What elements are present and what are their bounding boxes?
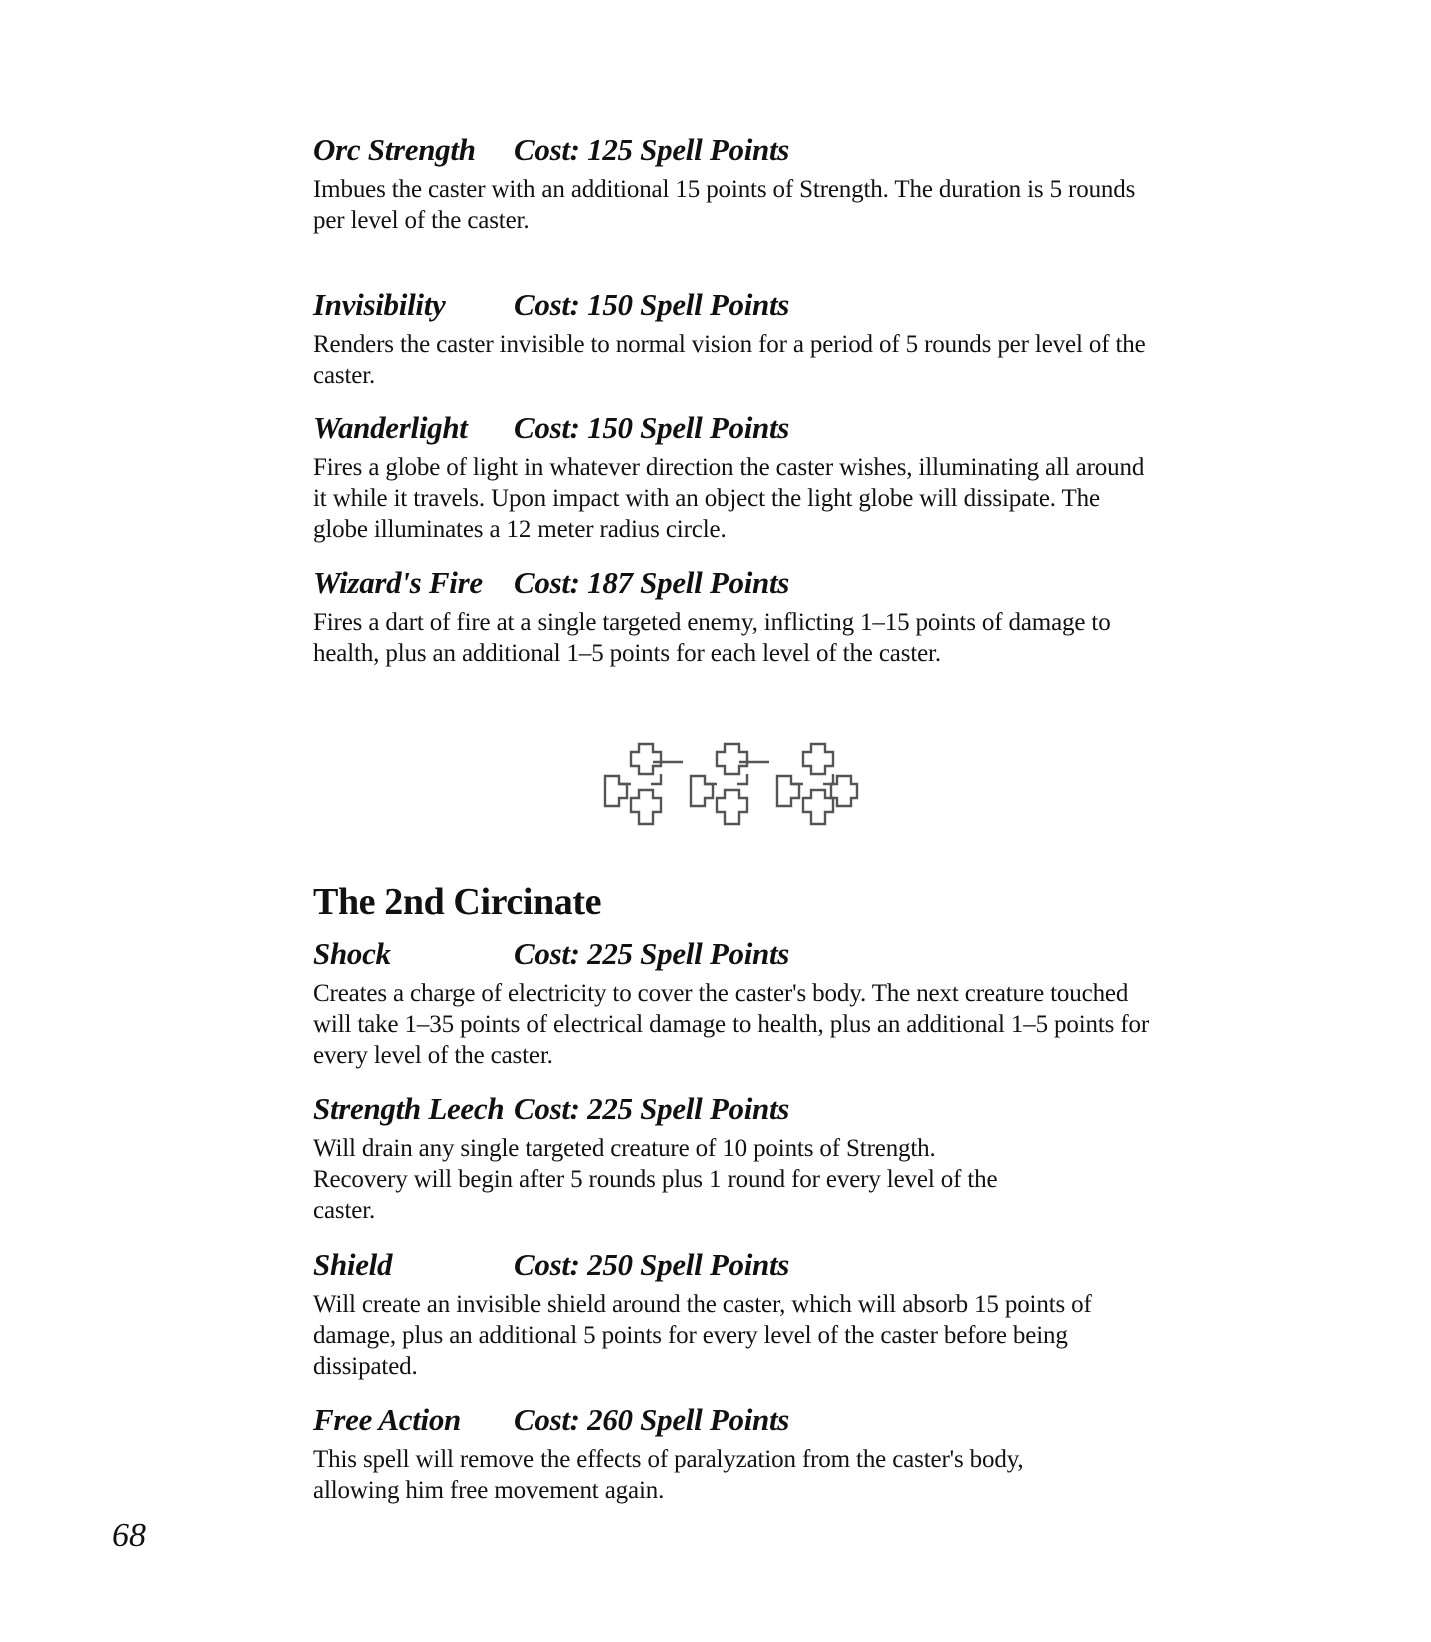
- spell-cost: Cost: 150 Spell Points: [514, 287, 790, 322]
- spell-name: Wizard's Fire: [313, 565, 483, 600]
- spell-description: Imbues the caster with an additional 15 points of Strength. The duration is 5 rounds per level of the caster.: [313, 176, 1136, 234]
- spell-heading: [313, 132, 1173, 168]
- spell-description: Renders the caster invisible to normal vision for a period of 5 rounds per level of the caster.: [313, 331, 1146, 389]
- spell-name: Invisibility: [313, 287, 446, 322]
- spell-heading: [313, 565, 1173, 601]
- spell-cost: Cost: 225 Spell Points: [514, 936, 790, 971]
- spell-cost: Cost: 260 Spell Points: [514, 1402, 790, 1437]
- spell-name: Wanderlight: [313, 410, 468, 445]
- spell-description: Will drain any single targeted creature of 10 points of Strength. Recovery will begin after 5 rounds plus 1 round for every level of the caster.: [313, 1135, 998, 1224]
- spell-name: Strength Leech: [313, 1091, 505, 1126]
- spell-name: Shock: [313, 936, 391, 971]
- spell-entry-strength-leech: [313, 1091, 1173, 1226]
- spell-cost: Cost: 225 Spell Points: [514, 1091, 790, 1126]
- cross-motif-icon: [691, 744, 769, 824]
- spell-entry-free-action: [313, 1402, 1173, 1506]
- spell-description: This spell will remove the effects of paralyzation from the caster's body, allowing him free movement again.: [313, 1446, 1024, 1504]
- spell-heading: [313, 1402, 1173, 1438]
- spell-description: Will create an invisible shield around the caster, which will absorb 15 points of damage, plus an additional 5 points for every level of the caster before being dissipated.: [313, 1291, 1092, 1380]
- cross-chain-ornament-icon: [603, 742, 861, 828]
- page-number: 68: [112, 1517, 146, 1554]
- spell-name: Shield: [313, 1247, 393, 1282]
- spell-entry-wizards-fire: [313, 565, 1173, 669]
- section-title: The 2nd Circinate: [313, 881, 602, 923]
- cross-motif-icon: [605, 744, 683, 824]
- spell-description: Creates a charge of electricity to cover the caster's body. The next creature touched will take 1–35 points of electrical damage to health, plus an additional 1–5 points for every level of the caster.: [313, 980, 1150, 1069]
- spell-entry-wanderlight: [313, 410, 1173, 545]
- spell-heading: [313, 410, 1173, 446]
- spell-entry-orc-strength: [313, 132, 1173, 236]
- cross-motif-icon: [777, 744, 857, 824]
- spell-description: Fires a dart of fire at a single targeted enemy, inflicting 1–15 points of damage to health, plus an additional 1–5 points for each level of the caster.: [313, 609, 1111, 667]
- spell-entry-invisibility: [313, 287, 1173, 391]
- spell-name: Orc Strength: [313, 132, 476, 167]
- spell-description: Fires a globe of light in whatever direction the caster wishes, illuminating all around it while it travels. Upon impact with an object the light globe will dissipate. The globe illuminates a 12 meter radius circle.: [313, 454, 1145, 543]
- spell-cost: Cost: 250 Spell Points: [514, 1247, 790, 1282]
- spell-entry-shield: [313, 1247, 1173, 1382]
- spell-name: Free Action: [313, 1402, 461, 1437]
- spell-heading: [313, 1091, 1173, 1127]
- spell-cost: Cost: 125 Spell Points: [514, 132, 790, 167]
- spell-cost: Cost: 187 Spell Points: [514, 565, 790, 600]
- spell-heading: [313, 287, 1173, 323]
- spell-entry-shock: [313, 936, 1173, 1071]
- spell-cost: Cost: 150 Spell Points: [514, 410, 790, 445]
- spell-heading: [313, 1247, 1173, 1283]
- spell-heading: [313, 936, 1173, 972]
